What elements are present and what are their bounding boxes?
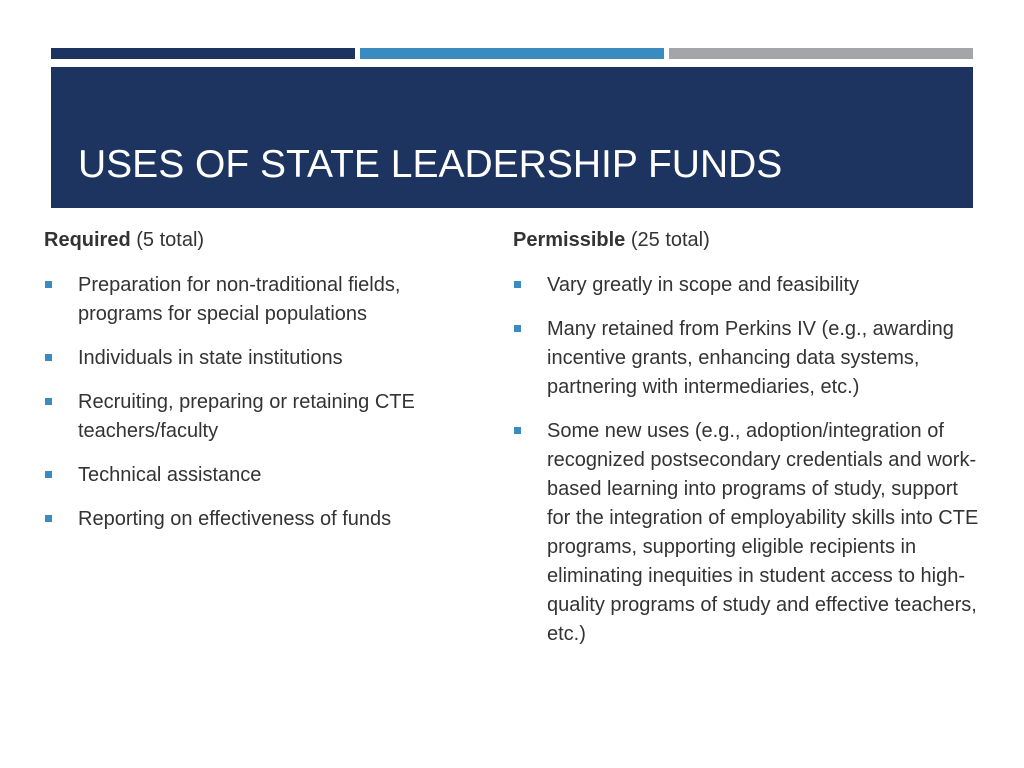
list-item-text: Technical assistance	[78, 464, 262, 486]
permissible-column	[513, 226, 983, 664]
required-heading-label: Required	[44, 229, 131, 251]
required-column	[44, 226, 474, 549]
list-item-text: Reporting on effectiveness of funds	[78, 508, 392, 530]
square-bullet-icon	[45, 471, 52, 478]
list-item	[44, 388, 474, 446]
top-stripe-gray	[669, 48, 973, 59]
list-item-text: Vary greatly in scope and feasibility	[547, 274, 860, 296]
list-item-text: Preparation for non-traditional fields, programs for special populations	[78, 274, 401, 325]
list-item-text: Some new uses (e.g., adoption/integration of recognized postsecondary credentials and work-based learning into programs of study, support for the integration of employability skills into CTE programs, supporting eligible recipients in eliminating inequities in student access to high-quality programs of study and effective teachers, etc.)	[547, 420, 979, 645]
required-heading-count: (5 total)	[130, 229, 205, 251]
square-bullet-icon	[514, 325, 521, 332]
square-bullet-icon	[45, 515, 52, 522]
permissible-heading-count: (25 total)	[625, 229, 710, 251]
square-bullet-icon	[514, 281, 521, 288]
list-item	[513, 315, 983, 402]
list-item-text: Many retained from Perkins IV (e.g., awarding incentive grants, enhancing data systems, partnering with intermediaries, etc.)	[547, 318, 954, 398]
list-item-text: Individuals in state institutions	[78, 347, 343, 369]
list-item	[44, 461, 474, 490]
required-heading	[44, 226, 474, 255]
list-item	[44, 271, 474, 329]
square-bullet-icon	[45, 398, 52, 405]
square-bullet-icon	[45, 281, 52, 288]
permissible-list	[513, 271, 983, 649]
list-item-text: Recruiting, preparing or retaining CTE teachers/faculty	[78, 391, 415, 442]
list-item	[44, 505, 474, 534]
permissible-heading	[513, 226, 983, 255]
required-list	[44, 271, 474, 534]
top-stripe-blue	[360, 48, 664, 59]
page-title: USES OF STATE LEADERSHIP FUNDS	[78, 143, 783, 186]
list-item	[513, 271, 983, 300]
top-stripe-navy	[51, 48, 355, 59]
list-item	[44, 344, 474, 373]
permissible-heading-label: Permissible	[513, 229, 626, 251]
square-bullet-icon	[45, 354, 52, 361]
title-banner	[51, 67, 973, 208]
list-item	[513, 417, 983, 649]
square-bullet-icon	[514, 427, 521, 434]
